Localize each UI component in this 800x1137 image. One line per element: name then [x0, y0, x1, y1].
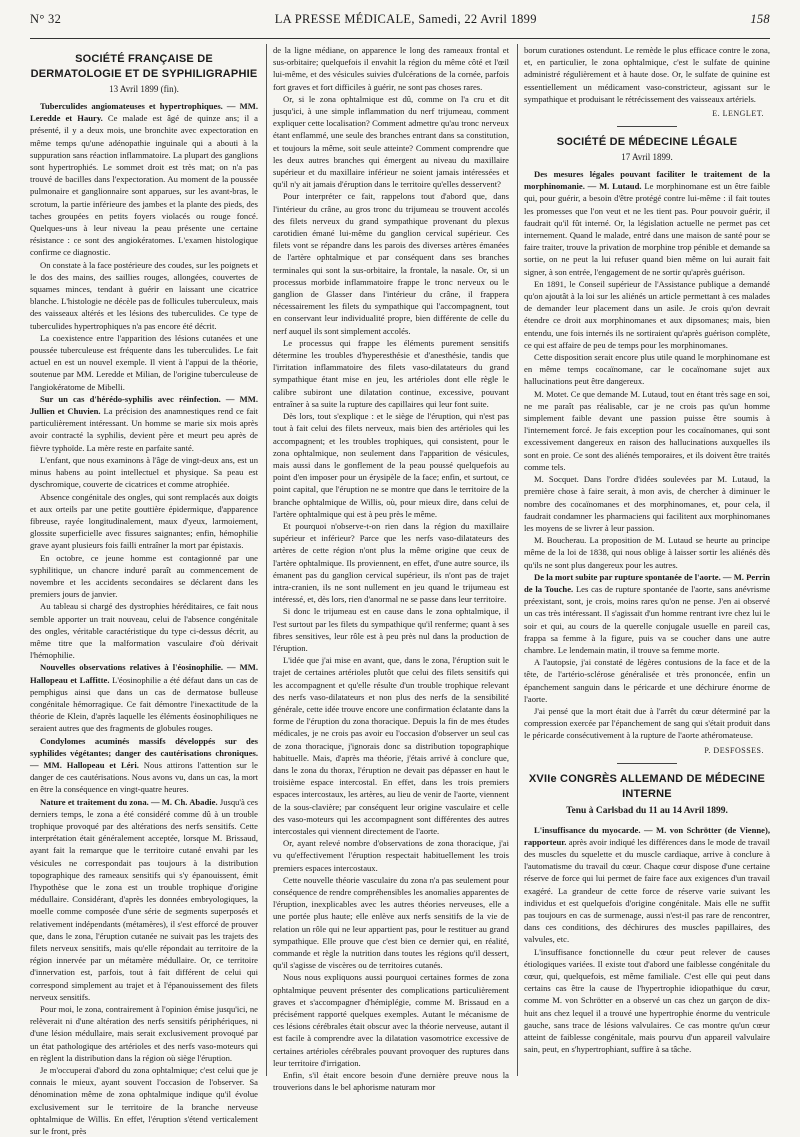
communication-heading: De la mort subite par rupture spontanée de l'aorte. — M. Perrin de la Touche.: [524, 571, 770, 594]
paragraph: M. Boucherau. La proposition de M. Lutaud se heurte au principe même de la loi de 1838, qui nous oblige à laisser sortir les aliénés dès qu'ils ne sont plus dangereux pour les autres.: [524, 535, 770, 570]
paragraph: L'insuffisance du myocarde. — M. von Schrötter (de Vienne), rapporteur. après avoir indiqué les différences dans le mode de travail des muscles du squelette et du muscle cardiaque, arrive à conclure à l'automatisme du travail du cœur. Chaque cœur dispose d'une certaine réserve de force qui lui permet de faire face aux exigences d'un travail exagéré. La grandeur de cette force de réserve varie suivant les individus et est quelquefois d'origine congénitale. Mais elle ne suffit pas toujours en cas de surmenage, aussi n'est-il pas rare de rencontrer, dans ces conditions, des déchirures des muscles papillaires, des valvules, etc.: [524, 824, 770, 945]
paragraph: Absence congénitale des ongles, qui sont remplacés aux doigts et aux orteils par une petite gouttière épidermique, d'apparence fibreuse, rayée longitudinalement, maux d'yeux, larmoiement, glossite superficielle avec fissures saignantes; enfin, hémophilie grave ayant plusieurs fois failli entraîner la mort par épistaxis.: [30, 491, 258, 551]
communication-heading: Nouvelles observations relatives à l'éosinophilie. — MM. Hallopeau et Laffitte.: [30, 662, 258, 685]
paragraph: L'enfant, que nous examinons à l'âge de vingt-deux ans, est un minus habens au point intellectuel et physique. Sa peau est dyschromique, couverte de cicatrices et comme atrophiée.: [30, 454, 258, 490]
article-columns: [30, 44, 771, 1137]
journal-title: LA PRESSE MÉDICALE, Samedi, 22 Avril 1899: [274, 11, 537, 26]
paragraph: M. Motet. Ce que demande M. Lutaud, tout en étant très sage en soi, ne me paraît pas réalisable, car je ne crois pas qu'un homme simplement faible devant une passion puisse être soumis à l'internement forcé. Je fais exception pour les cocaïnomanes, qui sont excessivement dangereux en raison des hallucinations auxquelles ils sont en proie. Ce sont des aliénés temporaires, et ils doivent être traités comme tels.: [524, 388, 770, 472]
paragraph: Nous nous expliquons aussi pourquoi certaines formes de zona ophtalmique peuvent présenter des complications particulièrement graves et s'accompagner d'hémiplégie, comme M. Brissaud en a précisément rapporté quelques exemples. Autant le mécanisme de ces lésions cérébrales était obscur avec la théorie nerveuse, autant il est facile à comprendre avec la dilatation vasomotrice excessive de certaines artérioles cérébrales pouvant provoquer des ruptures dans leur territoire d'irrigation.: [273, 972, 509, 1068]
column-2: [273, 44, 509, 1093]
paragraph: En 1891, le Conseil supérieur de l'Assistance publique a demandé qu'on ajoutât à la loi sur les aliénés un article permettant à ces malades de demander leur placement dans un asile. Je crois qu'on devrait étendre ce droit aux morphinomanes et aux dipsomanes; mais, bien entendu, une fois internés ils ne sortiraient qu'après guérison complète, ce qui est affaire de peu de temps pour les morphinomanes.: [524, 278, 770, 350]
paragraph: Des mesures légales pouvant faciliter le traitement de la morphinomanie. — M. Lutaud. Le morphinomane est un être faible qui, pour guérir, a besoin d'être protégé contre lui-même : il fait toutes les promesses que l'on veut et ne les tient pas. Pour pouvoir guérir, il faudrait qu'il fût interné. Or, la législation actuelle ne permet pas cet internement. Quand le malade, entré dans une maison de santé pour se faire traiter, trouve la privation de morphine trop pénible et demande sa sortie, on ne peut la lui refuser quand bien même on lui aurait fait signer, à son entrée, l'engagement de ne sortir qu'après guérison.: [524, 169, 770, 277]
congress-dates: Tenu à Carlsbad du 11 au 14 Avril 1899.: [566, 805, 728, 816]
communication-heading: L'insuffisance du myocarde. — M. von Schrötter (de Vienne), rapporteur.: [524, 824, 770, 847]
section-title: SOCIÉTÉ DE MÉDECINE LÉGALE: [556, 136, 738, 149]
paragraph: borum curationes ostendunt. Le remède le plus efficace contre le zona, et, en particulier, le zona ophtalmique, c'est le sulfate de quinine administré régulièrement et à haute dose. Or, le sulfate de quinine est essentiellement un médicament vaso-constricteur, agissant sur le sympathique et produisant le rétrécissement des vaisseaux artériels.: [524, 45, 770, 104]
paragraph: Enfin, s'il était encore besoin d'une dernière preuve nous la trouverions dans le bel aphorisme naturam mor: [273, 1070, 509, 1093]
paragraph: L'insuffisance fonctionnelle du cœur peut relever de causes étiologiques variées. Il existe tout d'abord une faiblesse congénitale du cœur, qui, quelquefois, est même familiale. C'est elle qui peut dans certains cas être la cause de l'hypertrophie idiopathique du cœur, comme M. von Schrötter en a observé un cas chez un garçon de dix-huit ans chez lequel il a trouvé une hypertrophie énorme du ventricule gauche, sans trace de lésions valvulaires. Ce cas montre qu'un cœur atteint de faiblesse congénitale, mais pourvu d'un appareil valvulaire sain, peut, en s'hypertrophiant, suffire à sa tâche.: [524, 946, 770, 1055]
paragraph: Au tableau si chargé des dystrophies héréditaires, ce fait nous semble apporter un trait nouveau, celui de l'absence congénitale des ongles, véritable caractéristique du type ci-dessus décrit, au même titre que la malformation vasculaire d'où dérivait l'hémophilie.: [30, 601, 258, 661]
paragraph: Or, si le zona ophtalmique est dû, comme on l'a cru et dit jusqu'ici, à une simple inflammation du nerf trijumeau, comment expliquer cette localisation? Comment admettre qu'au tronc nerveux étant enflammé, une seule des branches entrant dans sa constitution, et toujours la même, soit seule atteinte? Comment comprendre que les deux autres branches qui émergent au niveau du maxillaire supérieur et du maxillaire inférieur ne soient jamais intéressées et qu'il n'y ait jamais d'éruption dans le territoire qu'elles desservent?: [273, 93, 509, 190]
column-1: [30, 44, 259, 1137]
author-signature: E. LENGLET.: [712, 109, 764, 119]
paragraph: De la mort subite par rupture spontanée de l'aorte. — M. Perrin de la Touche. Les cas de rupture spontanée de l'aorte, sans anévrisme préexistant, sont, je crois, moins rares qu'on ne pense. J'en ai observé un cas très intéressant. Il s'agissait d'un homme rentrant ivre chez lui le soir et qui, au cours de la querelle conjugale usuelle en pareil cas, frappa sa femme à la figure, puis va se coucher dans une autre chambre. Le lendemain matin, il trouve sa femme morte.: [524, 571, 771, 655]
paragraph: Cette disposition serait encore plus utile quand le morphinomane est en même temps cocaïnomane, car le cocaïnomane sujet aux hallucinations peut être dangereux.: [524, 352, 770, 387]
section-separator: [617, 763, 677, 764]
page-header: [30, 0, 770, 39]
session-date: 13 Avril 1899 (fin).: [109, 84, 179, 94]
column-divider: [266, 44, 267, 1076]
paragraph: A l'autopsie, j'ai constaté de légères contusions de la face et de la tête, de l'artério-sclérose généralisée et très prononcée, enfin un épanchement sanguin dans le péricarde et une déchirure énorme de l'aorte.: [524, 657, 770, 704]
paragraph: Pour interpréter ce fait, rappelons tout d'abord que, dans l'intérieur du crâne, au gros tronc du trijumeau se trouvent accolés des filets nerveux du grand sympathique provenant du plexus carotidien émané lui-même du ganglion cervical supérieur. Ces filets vont se répandre dans les parois des diverses artères émanées de l'artère ophtalmique et par conséquent dans ses branches terminales qui sont la sus-orbitaire, la frontale, la nasale. Or, si un processus morbide inflammatoire frappe le tronc nerveux ou le ganglion de Glasser dans l'intérieur du crâne, il frappera nécessairement les filets du sympathique qui l'accompagnent, tout en conservant leur individualité propre, bien différente de celle du nerf auquel ils sont simplement accolés.: [273, 191, 509, 336]
paragraph: Le processus qui frappe les éléments purement sensitifs détermine les troubles d'hyperesthésie et d'anesthésie, tandis que l'irritation inflammatoire des filets vaso-dilatateurs du grand sympathique étant mise en jeu, les artérioles dont elle règle le calibre subiront une dilatation continue, excessive, pouvant entraîner à sa suite la rupture des capillaires qui leur font suite.: [273, 337, 509, 409]
column-3: [524, 44, 770, 1076]
paragraph: Dès lors, tout s'explique : et le siège de l'éruption, qui n'est pas tout à fait celui des filets nerveux, mais bien des artérioles qui les accompagnent; et les troubles trophiques, qui consistent, pour le zona ophtalmique, non seulement dans l'apparition de vésicules, mais aussi dans le gonflement de la peau poussé quelquefois au point d'en imposer pour un érysipèle de la face; enfin, et surtout, ce point capital, que l'éruption ne se montre que dans le territoire de la branche ophtalmique de Willis, où, pour mieux dire, dans celui de l'artère ophtalmique qui est à peu près le même.: [273, 411, 509, 519]
communication-heading: Tuberculides angiomateuses et hypertrophiques. — MM. Leredde et Haury.: [30, 101, 258, 124]
paragraph: Si donc le trijumeau est en cause dans le zona ophtalmique, il l'est surtout par les filets du sympathique qu'il renferme; quant à ses fibres sensitives, leur rôle est à peu près nul dans la production de l'éruption.: [273, 606, 509, 653]
section-title: XVIIe CONGRÈS ALLEMAND DE MÉDECINE INTERNE: [528, 772, 766, 800]
paragraph: On constate à la face postérieure des coudes, sur les poignets et le dos des mains, des saillies rouges, allongées, couvertes de squames minces, tendant à guérir en laissant une cicatrice blanche. L'histologie ne décèle pas de follicules tuberculeux, mais des vaisseaux altérés et les lésions des tuberculides. Ce type de tuberculides hypertrophiques n'a pas encore été décrit.: [30, 259, 258, 331]
communication-heading: Nature et traitement du zona. — M. Ch. Abadie.: [40, 796, 218, 807]
communication-heading: Condylomes acuminés massifs développés sur des syphilides végétantes; danger des cautérisations chroniques. — MM. Hallopeau et Léri.: [30, 735, 258, 770]
paragraph: Nouvelles observations relatives à l'éosinophilie. — MM. Hallopeau et Laffitte. L'éosinophilie a été défaut dans un cas de pemphigus ainsi que dans un cas de dermatose bulleuse congénitale hémorragique. Ce fait démontre l'inexactitude de la théorie de Klein, d'après laquelle les éléments éosinophiliques ne seraient autres que des fragments de globules rouges.: [30, 662, 259, 734]
session-date: 17 Avril 1899.: [621, 152, 673, 163]
paragraph: J'ai pensé que la mort était due à l'arrêt du cœur déterminé par la compression exercée par l'épanchement de sang qui s'était produit dans le péricarde consécutivement à la rupture de l'aorte athéromateuse.: [524, 705, 770, 741]
paragraph: Condylomes acuminés massifs développés sur des syphilides végétantes; danger des cautérisations chroniques. — MM. Hallopeau et Léri. Nous attirons l'attention sur le danger de ces cautérisations. Nous avons vu, dans un cas, la mort en être la conséquence en vingt-quatre heures.: [30, 735, 258, 795]
paragraph: La coexistence entre l'apparition des lésions cutanées et une poussée tuberculeuse est fréquente dans les tuberculides. Le fait actuel en est un nouvel exemple. Il vient à l'appui de la théorie, soutenue par MM. Leredde et Milian, de l'origine tuberculeuse de l'angiokératome de Mibelli.: [30, 332, 258, 392]
paragraph: L'idée que j'ai mise en avant, que, dans le zona, l'éruption suit le trajet de certaines artérioles plutôt que celui des filets sensitifs qui les accompagnent et qu'elle résulte d'un trouble trophique relevant des nerfs vaso-dilatateurs et non plus des nerfs de la sensibilité générale, cette idée trouve encore une confirmation éclatante dans la forme de l'éruption du zona thoracique. Depuis la fin de mes études médicales, je ne crois pas avoir eu l'occasion d'observer un seul cas de zona thoracique, j'ignorais donc sa distribution topographique habituelle. Mais, d'après ma théorie, j'étais arrivé à conclure que, dans le zona du thorax, l'éruption ne devait pas dépasser en haut le troisième espace intercostal. En effet, dans les trois premiers espaces intercostaux, les artères, au lieu de venir de l'aorte, viennent de la sous-clavière; par conséquent leur origine vasculaire et celle des vaso-moteurs qui les accompagnent sont différentes des autres intercostales qui viennent directement de l'aorte.: [273, 655, 509, 836]
page-number: 158: [750, 11, 770, 26]
paragraph: de la ligne médiane, on apparence le long des rameaux frontal et sus-orbitaire; quelquefois il envahit la région du même côté et l'œil lui-même, et des vésicules suivies d'ulcérations de la cornée, parfois fort graves et fort difficiles à guérir, ne sont pas choses rares.: [273, 45, 509, 92]
issue-number: N° 32: [30, 11, 62, 26]
paragraph: Or, ayant relevé nombre d'observations de zona thoracique, j'ai vu qu'effectivement l'éruption respectait habituellement les trois premiers espaces intercostaux.: [273, 838, 509, 873]
paragraph: Cette nouvelle théorie vasculaire du zona n'a pas seulement pour conséquence de rendre compréhensibles les anomalies apparentes de l'éruption, inexplicables avec les autres théories nerveuses, elle a une portée plus haute; elle enlève aux nerfs sensitifs de la vie de relation un rôle qui ne leur appartient pas, pour le restituer au grand sympathique. Elle prouve que c'est bien ce dernier qui, en réalité, commande et règle la nutrition dans toutes les régions qu'il dessert, qu'il s'agisse de viscères ou de territoires cutanés.: [273, 874, 509, 971]
paragraph: Je m'occuperai d'abord du zona ophtalmique; c'est celui que je connais le mieux, ayant souvent l'occasion de l'observer. Sa dénomination même de zona ophtalmique indique qu'il évolue exclusivement sur le territoire de la branche nerveuse ophtalmique de Willis. En effet, l'éruption s'étend verticalement sur le front, près: [30, 1065, 258, 1137]
paragraph: Sur un cas d'hérédo-syphilis avec réinfection. — MM. Jullien et Chuvien. La précision des anamnestiques rend ce fait particulièrement intéressant. Un homme se marie six mois après avoir contracté la syphilis, devient père et meurt peu après de fièvre typhoïde. La mère reste en parfaite santé.: [30, 393, 259, 453]
paragraph: M. Socquet. Dans l'ordre d'idées soulevées par M. Lutaud, la première chose à faire serait, à mon avis, de chercher à diminuer le nombre des cocaïnomanes et des morphinomanes, et, pour cela, il faudrait condamner les pharmaciens qui facilitent aux morphinomanes les moyens de se livrer à leur passion.: [524, 474, 770, 533]
section-title: SOCIÉTÉ FRANÇAISE DE DERMATOLOGIE ET DE SYPHILIGRAPHIE: [30, 53, 258, 80]
paragraph: En octobre, ce jeune homme est contagionné par une syphilitique, un chancre induré paraît au commencement de novembre et les accidents secondaires se déclarent dans les premiers jours de janvier.: [30, 552, 258, 600]
communication-heading: Des mesures légales pouvant faciliter le traitement de la morphinomanie. — M. Lutaud.: [524, 169, 770, 192]
paragraph: Tuberculides angiomateuses et hypertrophiques. — MM. Leredde et Haury. Ce malade est âgé de quinze ans; il a présenté, il y a deux mois, une bronchite avec expectoration en même temps qu'une adénopathie inguinale qui a abouti à la suppuration sans réaction inflammatoire. La plupart des ganglions sont hypertrophiés. Le sommet droit est très mat; on n'a pas trouvé de bacilles dans l'expectoration. Au moment de la poussée pulmonaire et ganglionnaire sont apparues, sur les avant-bras, le scrotum, la partie inférieure des jambes et la plante des pieds, des taches groupées en petits foyers violacés ou rouge foncé. Quelques-uns à leur niveau la peau présente une certaine résistance : ce sont des angiokératomes. L'examen histologique confirme ce diagnostic.: [30, 101, 258, 258]
paragraph: Nature et traitement du zona. — M. Ch. Abadie. Jusqu'à ces derniers temps, le zona a été considéré comme dû à un trouble trophique provoqué par des altérations des nerfs sensitifs. Cette interprétation était généralement acceptée, lorsque M. Brissaud, ayant fait la remarque que le territoire cutané envahi par les vésicules ne correspondait pas toujours à la distribution topographique des rameaux sensitifs qui s'y épanouissent, émit l'hypothèse que le zona est un trouble trophique d'origine médullaire. Considérant, d'après les données embryologiques, la moelle comme composée d'une série de segments superposés et relativement indépendants (métamères), il s'est efforcé de prouver que, dans le zona, l'éruption cutanée ne suivait pas les trajets des filets nerveux sensitifs, mais qu'elle répondait au territoire de la région innervée par un métamère médullaire. Or, ce territoire d'innervation est, parfois, tout à fait différent de celui qui correspond simplement au trajet et à l'épanouissement des filets nerveux sensitifs.: [30, 796, 258, 1002]
communication-heading: Sur un cas d'hérédo-syphilis avec réinfection. — MM. Jullien et Chuvien.: [30, 393, 258, 417]
column-divider: [517, 44, 518, 1076]
paragraph: Et pourquoi n'observe-t-on rien dans la région du maxillaire supérieur et inférieur? Parce que les nerfs vaso-dilatateurs des artères de cette région n'ont plus la même origine que ceux de l'artère ophtalmique. Ils proviennent, en effet, d'une autre source, ils émanent pas du ganglion cervical supérieur, ils n'ont pas de trajet intra-cranien, ils ne sont nullement en jeu quand le trijumeau est intéressé, et, dès lors, rien d'anormal ne se passe dans leur territoire.: [273, 520, 509, 605]
author-signature: P. DESFOSSES.: [704, 745, 764, 755]
paragraph: Pour moi, le zona, contrairement à l'opinion émise jusqu'ici, ne relèverait ni d'une altération des nerfs sensitifs périphériques, ni d'une lésion médullaire, mais serait exclusivement provoqué par un état pathologique des artérioles et des nerfs vaso-moteurs qui en règlent la distribution dans la région où siège l'éruption.: [30, 1004, 258, 1063]
section-separator: [617, 126, 677, 127]
